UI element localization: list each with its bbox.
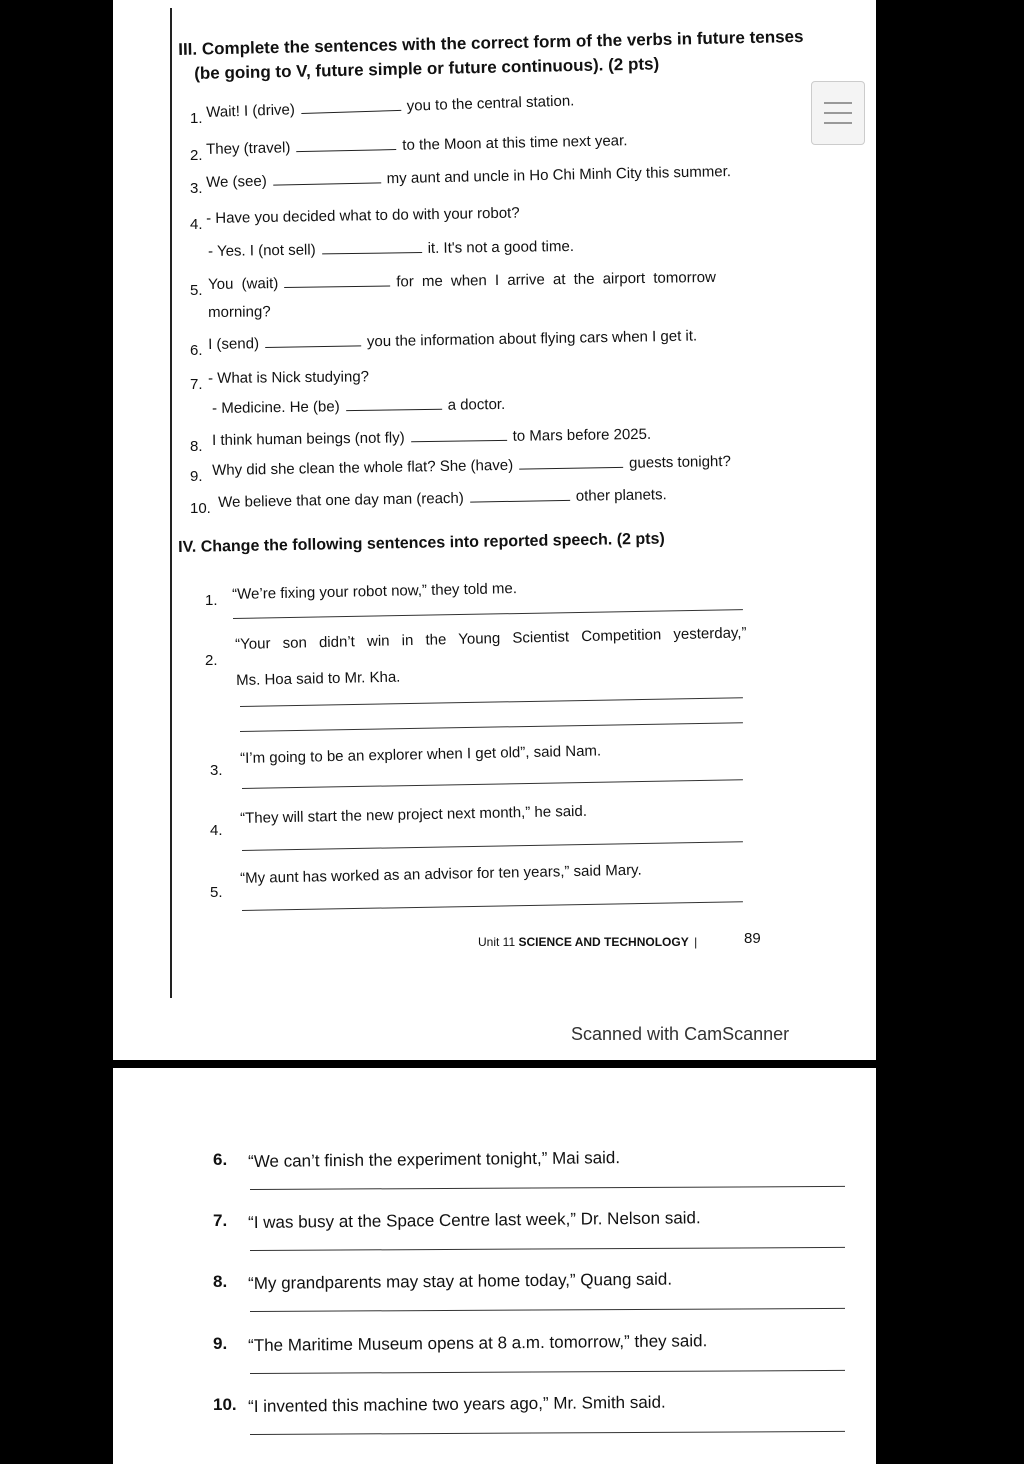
answer-blank[interactable] xyxy=(322,251,422,254)
exercise-item-continuation: other planets. xyxy=(575,486,667,505)
footer-unit: Unit 11 xyxy=(478,935,516,949)
reported-item-2-number: 2. xyxy=(205,652,218,669)
exercise-item-number: 4. xyxy=(190,216,203,233)
exercise-item-number: 9. xyxy=(190,468,203,485)
reported-item-8-text: “My grandparents may stay at home today,” Quang said. xyxy=(248,1269,673,1293)
exercise-item-prompt: I (send) xyxy=(208,335,260,353)
reported-item-3-number: 3. xyxy=(210,762,223,779)
exercise-item-prompt: You (wait) xyxy=(208,275,279,293)
footer-unit-title xyxy=(478,935,697,949)
reported-item-5-text: “My aunt has worked as an advisor for ten years,” said Mary. xyxy=(240,861,642,887)
menu-button[interactable] xyxy=(811,81,865,145)
exercise-item-9 xyxy=(208,368,369,387)
reported-item-9-number: 9. xyxy=(213,1334,228,1353)
answer-blank[interactable] xyxy=(301,109,401,114)
exercise-item-continuation: to the Moon at this time next year. xyxy=(402,132,628,154)
reported-item-7-text: “I was busy at the Space Centre last week,” Dr. Nelson said. xyxy=(248,1208,701,1232)
exercise-item-number: 5. xyxy=(190,282,203,299)
reported-item-1-number: 1. xyxy=(205,592,218,609)
exercise-item-prompt: We believe that one day man (reach) xyxy=(218,489,464,511)
exercise-item-prompt: They (travel) xyxy=(206,139,291,158)
answer-blank[interactable] xyxy=(470,499,570,503)
exercise-item-prompt: Why did she clean the whole flat? She (have) xyxy=(212,456,514,479)
exercise-item-prompt: I think human beings (not fly) xyxy=(212,429,405,449)
exercise-item-prompt: - Have you decided what to do with your robot? xyxy=(206,204,520,227)
exercise-item-continuation: a doctor. xyxy=(447,395,506,414)
reported-item-6-text: “We can’t finish the experiment tonight,” Mai said. xyxy=(248,1148,621,1171)
reported-item-3-text: “I’m going to be an explorer when I get old”, said Nam. xyxy=(240,742,602,767)
reported-item-8-number: 8. xyxy=(213,1272,228,1291)
reported-item-1-text: “We’re fixing your robot now,” they told me. xyxy=(232,580,518,603)
menu-icon-bar xyxy=(824,112,852,114)
reported-item-5-number: 5. xyxy=(210,884,223,901)
answer-blank[interactable] xyxy=(519,466,623,470)
exercise-item-number: 10. xyxy=(190,500,211,517)
exercise-item-prompt: - Yes. I (not sell) xyxy=(208,241,316,260)
reported-item-10-text: “I invented this machine two years ago,” Mr. Smith said. xyxy=(248,1392,666,1416)
exercise-item-number: 6. xyxy=(190,342,203,359)
reported-item-7-number: 7. xyxy=(213,1211,228,1230)
exercise-item-number: 7. xyxy=(190,376,203,393)
exercise-item-continuation: to Mars before 2025. xyxy=(512,425,652,445)
section-3-title-line-1: III. Complete the sentences with the correct form of the verbs in future tenses xyxy=(178,26,804,59)
exercise-item-7 xyxy=(208,303,271,321)
exercise-item-continuation: my aunt and uncle in Ho Chi Minh City this summer. xyxy=(386,163,732,188)
page-number: 89 xyxy=(744,930,761,947)
footer-title: SCIENCE AND TECHNOLOGY xyxy=(518,935,689,949)
exercise-item-prompt: - What is Nick studying? xyxy=(208,368,370,387)
exercise-item-continuation: for me when I arrive at the airport tomorrow xyxy=(396,268,716,291)
reported-item-2-text-cont: Ms. Hoa said to Mr. Kha. xyxy=(236,668,401,689)
answer-blank[interactable] xyxy=(284,284,390,287)
reported-item-4-text: “They will start the new project next month,” he said. xyxy=(240,802,588,827)
answer-blank[interactable] xyxy=(273,181,381,185)
reported-item-6-number: 6. xyxy=(213,1150,228,1169)
menu-icon-bar xyxy=(824,102,852,104)
exercise-item-continuation: you the information about flying cars when I get it. xyxy=(366,327,698,351)
exercise-item-prompt: - Medicine. He (be) xyxy=(212,398,340,417)
exercise-item-continuation: you to the central station. xyxy=(406,92,575,115)
answer-blank[interactable] xyxy=(265,344,361,348)
exercise-item-continuation: it. It's not a good time. xyxy=(427,237,575,257)
answer-blank[interactable] xyxy=(346,408,442,411)
reported-item-9-text: “The Maritime Museum opens at 8 a.m. tomorrow,” they said. xyxy=(248,1331,708,1355)
reported-item-10-number: 10. xyxy=(213,1395,237,1414)
reported-item-4-number: 4. xyxy=(210,822,223,839)
footer-separator: | xyxy=(694,935,698,949)
exercise-item-number: 1. xyxy=(190,110,203,127)
exercise-item-number: 8. xyxy=(190,438,203,455)
answer-blank[interactable] xyxy=(296,148,396,152)
section-3-title-line-2: (be going to V, future simple or future continuous). (2 pts) xyxy=(194,54,660,83)
answer-blank[interactable] xyxy=(411,439,507,442)
exercise-item-number: 2. xyxy=(190,147,203,164)
exercise-item-continuation: guests tonight? xyxy=(628,452,731,472)
exercise-item-number: 3. xyxy=(190,180,203,197)
exercise-item-prompt: morning? xyxy=(208,303,271,321)
reported-item-2-text: “Your son didn’t win in the Young Scientist Competition yesterday,” xyxy=(235,624,747,653)
exercise-item-prompt: Wait! I (drive) xyxy=(206,101,296,121)
camscanner-watermark: Scanned with CamScanner xyxy=(571,1024,790,1044)
menu-icon-bar xyxy=(824,122,852,124)
page-margin-line xyxy=(170,8,172,998)
section-4-title: IV. Change the following sentences into reported speech. (2 pts) xyxy=(178,530,665,556)
exercise-item-prompt: We (see) xyxy=(206,172,267,191)
